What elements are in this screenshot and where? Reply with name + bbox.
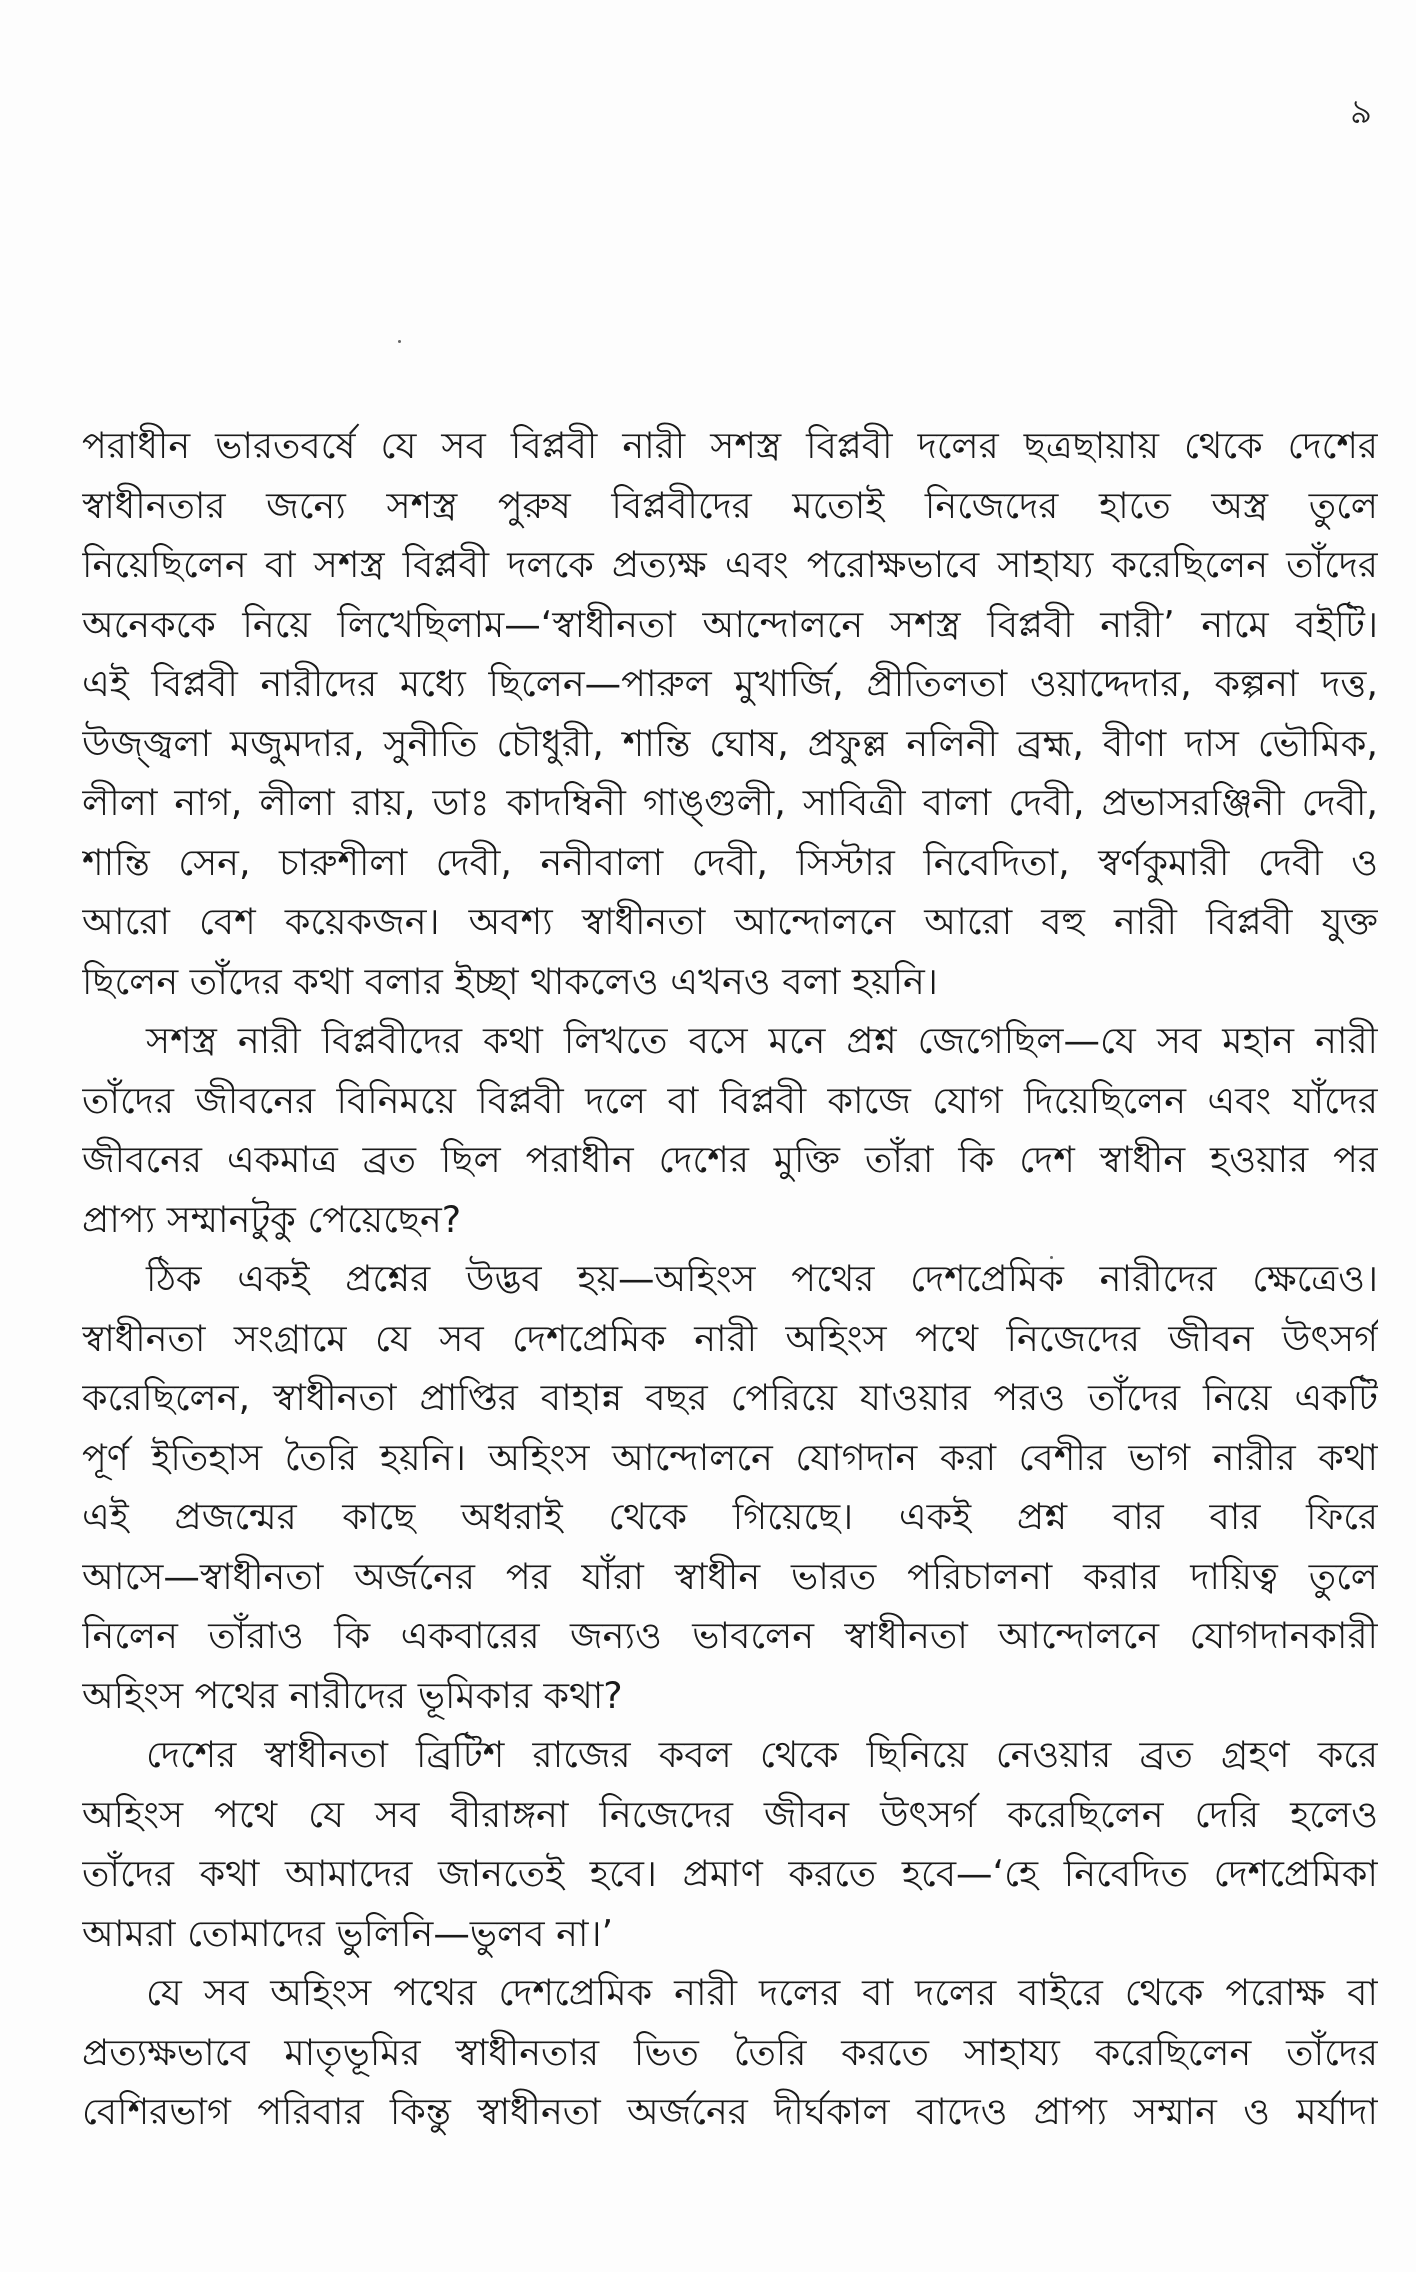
text-line: জীবনের একমাত্র ব্রত ছিল পরাধীন দেশের মুক্তি তাঁরা কি দেশ স্বাধীন হওয়ার পর <box>82 1138 1378 1181</box>
text-line: স্বাধীনতা সংগ্রামে যে সব দেশপ্রেমিক নারী অহিংস পথে নিজেদের জীবন উৎসর্গ <box>82 1316 1378 1360</box>
text-line: তাঁদের জীবনের বিনিময়ে বিপ্লবী দলে বা বিপ্লবী কাজে যোগ দিয়েছিলেন এবং যাঁদের <box>82 1078 1378 1122</box>
text-line: সশস্ত্র নারী বিপ্লবীদের কথা লিখতে বসে মনে প্রশ্ন জেগেছিল—যে সব মহান নারী <box>146 1019 1378 1062</box>
text-line: প্রাপ্য সম্মানটুকু পেয়েছেন? <box>82 1197 462 1241</box>
paragraph <box>82 416 1378 1011</box>
text-line: যে সব অহিংস পথের দেশপ্রেমিক নারী দলের বা দলের বাইরে থেকে পরোক্ষ বা <box>146 1971 1378 2014</box>
text-line: ঠিক একই প্রশ্নের উদ্ভব হয়—অহিংস পথের দেশপ্রেমিক নারীদের ক্ষেত্রেও। <box>146 1257 1378 1300</box>
text-line: করেছিলেন, স্বাধীনতা প্রাপ্তির বাহান্ন বছর পেরিয়ে যাওয়ার পরও তাঁদের নিয়ে একটি <box>82 1376 1378 1419</box>
text-line: অনেককে নিয়ে লিখেছিলাম—‘স্বাধীনতা আন্দোলনে সশস্ত্র বিপ্লবী নারী’ নামে বইটি। <box>82 602 1378 646</box>
paragraph <box>82 1011 1378 1249</box>
text-line: নিলেন তাঁরাও কি একবারের জন্যও ভাবলেন স্বাধীনতা আন্দোলনে যোগদানকারী <box>82 1614 1378 1657</box>
paragraph <box>82 1963 1378 2142</box>
body-text <box>82 416 1378 2142</box>
page-number: ৯ <box>1349 92 1372 132</box>
text-line: উজ্জ্বলা মজুমদার, সুনীতি চৌধুরী, শান্তি ঘোষ, প্রফুল্ল নলিনী ব্রহ্ম, বীণা দাস ভৌমিক, <box>82 721 1378 765</box>
text-line: প্রত্যক্ষভাবে মাতৃভূমির স্বাধীনতার ভিত তৈরি করতে সাহায্য করেছিলেন তাঁদের <box>82 2030 1378 2074</box>
text-line: স্বাধীনতার জন্যে সশস্ত্র পুরুষ বিপ্লবীদের মতোই নিজেদের হাতে অস্ত্র তুলে <box>82 483 1378 527</box>
text-line: নিয়েছিলেন বা সশস্ত্র বিপ্লবী দলকে প্রত্যক্ষ এবং পরোক্ষভাবে সাহায্য করেছিলেন তাঁদের <box>82 543 1378 586</box>
text-line: আসে—স্বাধীনতা অর্জনের পর যাঁরা স্বাধীন ভারত পরিচালনা করার দায়িত্ব তুলে <box>82 1554 1378 1598</box>
text-line: শান্তি সেন, চারুশীলা দেবী, ননীবালা দেবী, সিস্টার নিবেদিতা, স্বর্ণকুমারী দেবী ও <box>82 840 1378 884</box>
text-line: লীলা নাগ, লীলা রায়, ডাঃ কাদম্বিনী গাঙ্গুলী, সাবিত্রী বালা দেবী, প্রভাসরঞ্জিনী দেবী, <box>82 781 1378 824</box>
text-line: এই প্রজন্মের কাছে অধরাই থেকে গিয়েছে। একই প্রশ্ন বার বার ফিরে <box>82 1495 1378 1538</box>
text-line: ছিলেন তাঁদের কথা বলার ইচ্ছা থাকলেও এখনও বলা হয়নি। <box>82 959 938 1003</box>
print-speck <box>398 340 401 343</box>
text-line: আরো বেশ কয়েকজন। অবশ্য স্বাধীনতা আন্দোলনে আরো বহু নারী বিপ্লবী যুক্ত <box>82 900 1378 943</box>
text-line: অহিংস পথের নারীদের ভূমিকার কথা? <box>82 1673 623 1717</box>
text-line: এই বিপ্লবী নারীদের মধ্যে ছিলেন—পারুল মুখার্জি, প্রীতিলতা ওয়াদ্দেদার, কল্পনা দত্ত, <box>82 662 1378 705</box>
text-line: আমরা তোমাদের ভুলিনি—ভুলব না।’ <box>82 1911 614 1955</box>
text-line: বেশিরভাগ পরিবার কিন্তু স্বাধীনতা অর্জনের দীর্ঘকাল বাদেও প্রাপ্য সম্মান ও মর্যাদা <box>82 2090 1378 2133</box>
text-line: তাঁদের কথা আমাদের জানতেই হবে। প্রমাণ করতে হবে—‘হে নিবেদিত দেশপ্রেমিকা <box>82 1852 1378 1895</box>
text-line: অহিংস পথে যে সব বীরাঙ্গনা নিজেদের জীবন উৎসর্গ করেছিলেন দেরি হলেও <box>82 1792 1378 1836</box>
text-line: পূর্ণ ইতিহাস তৈরি হয়নি। অহিংস আন্দোলনে যোগদান করা বেশীর ভাগ নারীর কথা <box>82 1435 1378 1479</box>
paragraph <box>82 1249 1378 1725</box>
text-line: পরাধীন ভারতবর্ষে যে সব বিপ্লবী নারী সশস্ত্র বিপ্লবী দলের ছত্রছায়ায় থেকে দেশের <box>82 424 1378 467</box>
text-line: দেশের স্বাধীনতা ব্রিটিশ রাজের কবল থেকে ছিনিয়ে নেওয়ার ব্রত গ্রহণ করে <box>146 1733 1378 1776</box>
paragraph <box>82 1725 1378 1963</box>
